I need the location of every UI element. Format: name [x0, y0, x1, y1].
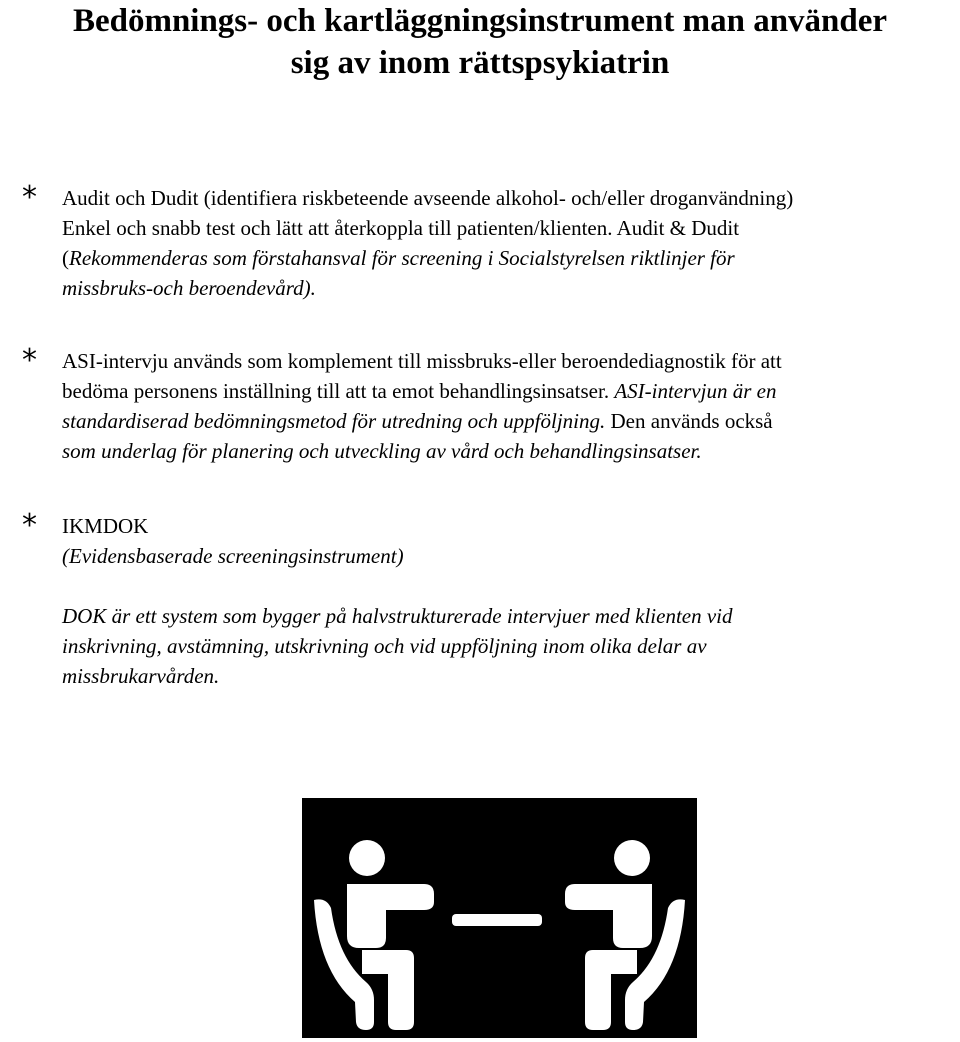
text-line: [62, 631, 957, 661]
text-run: standardiserad bedömningsmetod för utredning och uppföljning.: [62, 409, 606, 433]
text-run: Audit och Dudit (identifiera riskbeteende avseende alkohol- och/eller droganvändning): [62, 186, 794, 210]
text-run: ASI-intervju används som komplement till missbruks-eller beroendediagnostik för att: [62, 349, 782, 373]
bullet-marker: *: [22, 508, 37, 543]
page-title: [0, 0, 960, 84]
text-line: [62, 213, 957, 243]
text-run: som underlag för planering och utveckling av vård och behandlingsinsatser.: [62, 439, 702, 463]
text-line: [62, 376, 957, 406]
bullet-text: [62, 346, 957, 466]
text-run: bedöma personens inställning till att ta emot behandlingsinsatser.: [62, 379, 615, 403]
text-run: Rekommenderas som förstahansval för screening i Socialstyrelsen riktlinjer för: [69, 246, 735, 270]
bullet-marker: *: [22, 180, 37, 215]
text-line: [62, 661, 957, 691]
text-line: [62, 406, 957, 436]
text-line: [62, 346, 957, 376]
text-line: [62, 273, 957, 303]
bullet-marker: *: [22, 343, 37, 378]
text-run: Den används också: [605, 409, 773, 433]
text-run: ASI-intervjun är en: [614, 379, 777, 403]
text-run: inskrivning, avstämning, utskrivning och vid uppföljning inom olika delar av: [62, 634, 707, 658]
text-line: [62, 511, 957, 541]
two-people-interview-icon: [302, 798, 697, 1038]
text-line: [62, 183, 957, 213]
text-run: Enkel och snabb test och lätt att återkoppla till patienten/klienten. Audit & Dudit: [62, 216, 740, 240]
text-line: [62, 243, 957, 273]
bullet-text: [62, 183, 957, 303]
text-run: missbruks-och beroendevård).: [62, 276, 316, 300]
text-run: DOK är ett system som bygger på halvstrukturerade intervjuer med klienten vid: [62, 604, 733, 628]
title-line-2: sig av inom rättspsykiatrin: [290, 45, 670, 81]
bullet-text: [62, 511, 957, 691]
text-run: IKMDOK: [62, 514, 149, 538]
text-line: [62, 601, 957, 631]
text-line: [62, 571, 957, 601]
title-line-1: Bedömnings- och kartläggningsinstrument man använder: [72, 3, 888, 39]
text-line: [62, 436, 957, 466]
text-run: (: [62, 246, 69, 270]
text-run: (Evidensbaserade screeningsinstrument): [62, 544, 404, 568]
text-line: [62, 541, 957, 571]
text-run: missbrukarvården.: [62, 664, 220, 688]
